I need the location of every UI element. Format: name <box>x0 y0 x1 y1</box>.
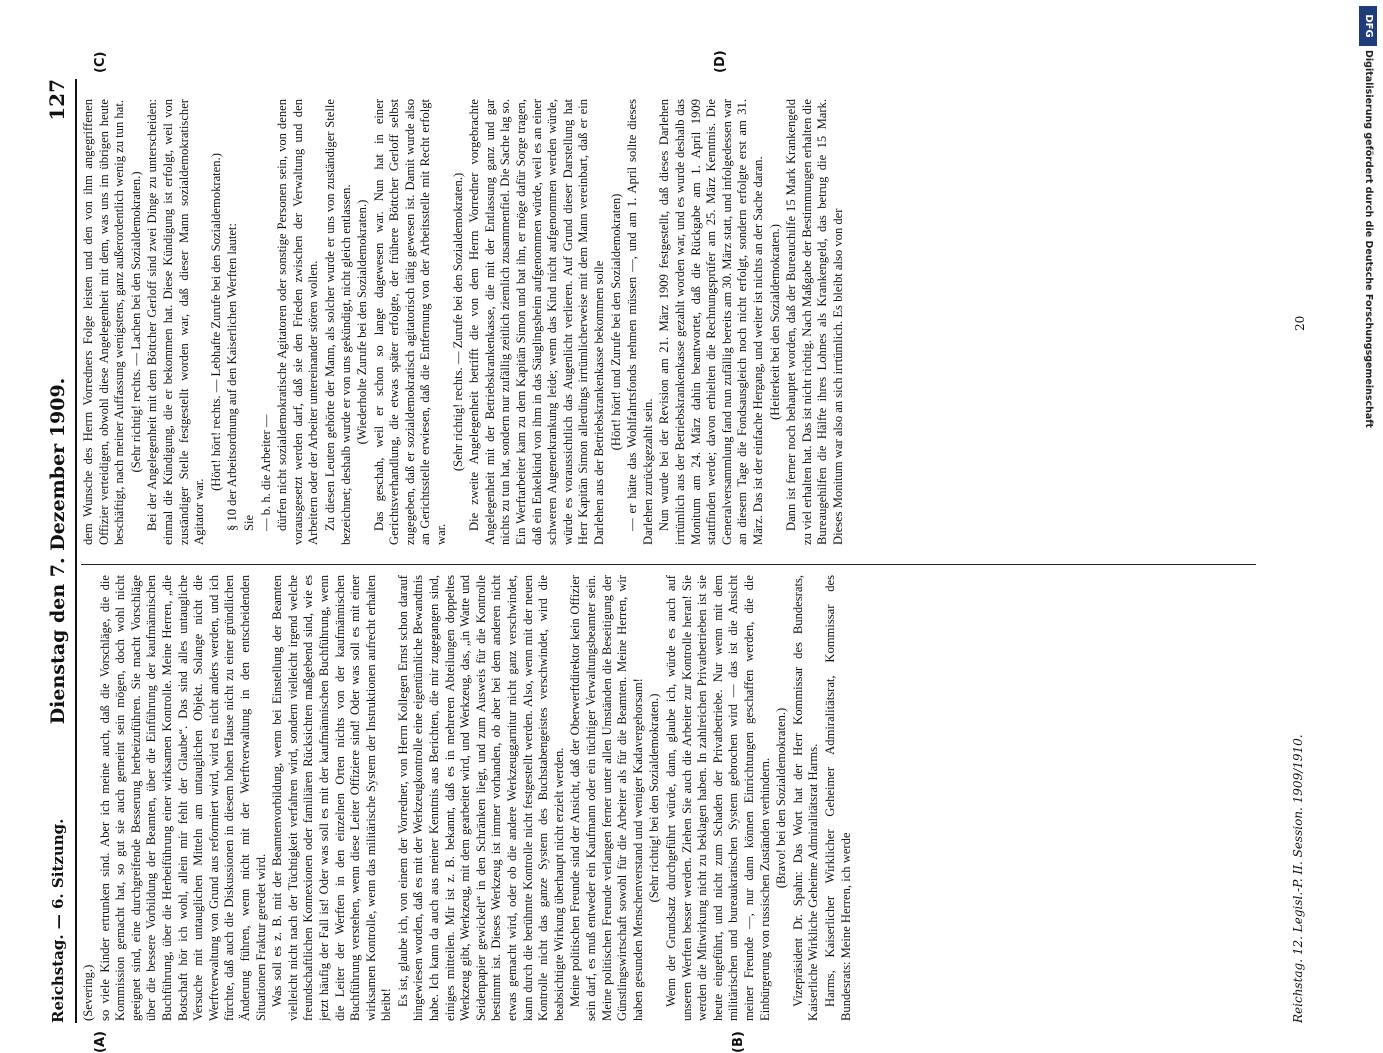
dfg-sidebar <box>1357 6 1377 994</box>
paragraph: (Hört! hört! rechts. — Lebhafte Zurufe bei den Sozialdemokraten.) <box>208 153 223 491</box>
paragraph: (Wiederholte Zurufe bei den Sozialdemokraten.) <box>355 199 370 445</box>
paragraph: Nun wurde bei der Revision am 21. März 1909 festgestellt, daß dieses Darlehen irrtümlich aus der Betriebskrankenkasse gezahlt worden war, und es wurde deshalb das Monitum am 24. März dahin beantwortet, daß die Rückgabe am 1. April 1909 stattfinden werde; davon erhielten die Rechnungsprüfer am 25. März Kenntnis. Die Generalversammlung fand nun zufällig bereits am 30. März statt, und infolgedessen war an diesem Tage die Fondsausgleich noch nicht erfolgt, sondern erfolgte erst am 31. März. Das ist der einfache Hergang, und weiter ist nichts an der Sache daran. <box>657 99 765 545</box>
paragraph: (Hört! hört! und Zurufe bei den Sozialdemokraten) <box>608 193 623 451</box>
paragraph: Vizepräsident Dr. Spahn: Das Wort hat der Herr Kommissar des Bundesrats, Kaiserliche Wirkliche Geheime Admiralitätsrat Harms. <box>790 575 821 1021</box>
running-head-left: Reichstag. — 6. Sitzung. <box>49 818 67 1023</box>
paragraph: § 10 der Arbeitsordnung auf den Kaiserlichen Werften lautet: <box>225 223 240 531</box>
page-footer: Reichstag. 12. Legisl.-P. II. Session. 1909/1910. <box>1291 734 1305 1023</box>
paragraph: (Severing.) <box>81 964 95 1021</box>
paragraph: Meine politischen Freunde sind der Ansicht, daß der Oberwerftdirektor kein Offizier sein darf, es muß entweder ein Kaufmann oder ein tüchtiger Verwaltungsbeamter sein. Meine politischen Freunde verlangen ferner unter allen Umständen die Beseitigung der Günstlingswirtschaft sowohl für die Arbeiter als für die Beamten. Meine Herren, wir haben gesunden Menschenverstand und weniger Kadavergehorsam! <box>568 575 645 1021</box>
paragraph: Was soll es z. B. mit der Beamtenvorbildung, wenn bei Einstellung der Beamten vielleicht nicht nach der Tüchtigkeit verfahren wird, sondern vielleicht irgend welche freundschaftlichen Konnexionen oder familiären Rücksichten maßgebend sind, wie es jetzt häufig der Fall ist! Oder was soll es mit der kaufmännischen Buchführung, wenn die Leiter der Werften in den einzelnen Orten nichts von der kaufmännischen Buchführung verstehen, wenn diese Leiter Offiziere sind! Oder was soll es mit einer wirksamen Kontrolle, wenn das militärische System der Instruktionen aufrecht erhalten bleibt! <box>270 575 394 1021</box>
paragraph: dürfen nicht sozialdemokratische Agitatoren oder sonstige Personen sein, von denen vorausgesetzt werden darf, daß sie den Frieden zwischen der Verwaltung und den Arbeitern oder der Arbeiter untereinander stören wollen. <box>275 99 321 545</box>
column-divider <box>81 564 1256 565</box>
sheet-number: 20 <box>1293 315 1307 331</box>
paragraph: — er hätte das Wohlfahrtsfonds nehmen müssen —, und am 1. April sollte dieses Darlehen zurückgezahlt sein. <box>625 99 655 545</box>
paragraph: Es ist, glaube ich, von einem der Vorredner, von Herrn Kollegen Ernst schon darauf hingewiesen worden, daß es mit der Werkzeugkontrolle eine eigentümliche Bewandtnis habe. Ich kann da auch aus meiner Kenntnis aus Berichten, die mir zugegangen sind, einiges mitteilen. Mir ist z. B. bekannt, daß es in mehreren Abteilungen doppeltes Werkzeug gibt, Werkzeug, mit dem gearbeitet wird, und Werkzeug, das, „in Watte und Seidenpapier gewickelt“ in den Schränken liegt, und zum Ausweis für die Kontrolle bestimmt ist. Dieses Werkzeug ist immer vorhanden, ob aber bei dem anderen nicht etwas gemacht wird, oder ob die andere Werkzeuggarnitur nicht ganz verschwindet, kann durch die berühmte Kontrolle nicht festgestellt werden. Also, wenn mit der neuen Kontrolle nicht das ganze System des Buchstabengeistes verschwindet, wird die beabsichtigte Wirkung überhaupt nicht erzielt werden. <box>395 575 566 1021</box>
margin-marker-c: (C) <box>93 51 108 73</box>
page-number: 127 <box>45 79 69 121</box>
paragraph: (Sehr richtig! rechts. — Lachen bei den Sozialdemokraten.) <box>128 171 143 473</box>
paragraph: so viele Kinder ertrunken sind. Aber ich meine auch, daß die Vorschläge, die die Kommission gemacht hat, so gut sie auch gemeint sein mögen, doch wohl nicht geeignet sind, eine durchgreifende Besserung herbeizuführen. Sie macht Vorschläge über die bessere Vorbildung der Beamten, über die Einführung der kaufmännischen Buchführung, über die Herbeiführung einer wirksamen Kontrolle. Meine Herren, „die Botschaft hör ich wohl, allein mir fehlt der Glaube“. Das sind alles untaugliche Versuche mit untauglichen Mitteln am untauglichen Objekt. Solange nicht die Werftverwaltung von Grund aus reformiert wird, wird es nicht anders werden, und ich fürchte, daß auch die Diskussionen in diesem hohen Hause nicht zu einer gründlichen Änderung führen, wenn nicht mit der Werftverwaltung in den entscheidenden Situationen Fraktur geredet wird. <box>97 575 268 1021</box>
paragraph: Zu diesen Leuten gehörte der Mann, als solcher wurde er uns von zuständiger Stelle bezeichnet; deshalb wurde er von uns gekündigt, nicht gleich entlassen. <box>322 99 353 545</box>
paragraph: (Sehr richtig! rechts. — Zurufe bei den Sozialdemokraten.) <box>450 172 465 472</box>
rotated-document-page <box>31 50 1353 1053</box>
margin-marker-a: (A) <box>93 1031 108 1053</box>
dfg-logo: DFG <box>1359 6 1377 46</box>
paragraph: Dann ist ferner noch behauptet worden, daß der Bureauchilfe 15 Mark Krankengeld zu viel erhalten hat. Das ist nicht richtig. Nach Maßgabe der Bestimmungen erhalten die Bureaugehilfen die Hälfte ihres Lohnes als Krankengeld, das betrug die 15 Mark. Dieses Monitum war also an sich irrtümlich. Es bleibt also von der <box>784 99 845 545</box>
paragraph: — b. h. die Arbeiter — <box>258 414 273 531</box>
paragraph: Harms, Kaiserlicher Wirklicher Geheimer Admiralitätsrat, Kommissar des Bundesrats: Meine Herren, ich werde <box>822 575 853 1021</box>
page-header <box>43 79 73 1023</box>
running-head-date: Dienstag den 7. Dezember 1909. <box>47 377 69 725</box>
paragraph: dem Wunsche des Herrn Vorredners Folge leisten und den von ihm angegriffenen Offizier verteidigen, obwohl diese Angelegenheit mit dem, was uns im übrigen heute beschäftigt, nach meiner Auffassung wenigstens, ganz außerordentlich wenig zu tun hat. <box>81 99 127 545</box>
header-rule <box>75 79 77 1023</box>
paragraph: (Sehr richtig! bei den Sozialdemokraten.) <box>647 693 662 903</box>
margin-marker-b: (B) <box>731 1031 746 1053</box>
paragraph: Wenn der Grundsatz durchgeführt würde, dann, glaube ich, würde es auch auf unseren Werften besser werden. Ziehen Sie auch die Arbeiter zur Kontrolle heran! Sie werden die Mitwirkung nicht zu beklagen haben. In zahlreichen Privatbetrieben ist sie heute eingeführt, und nicht zum Schaden der Privatbetriebe. Nur wenn mit dem militärischen und bureaukratischen System gebrochen wird — das ist die Ansicht meiner Freunde —, nur dann können Einrichtungen geschaffen werden, die die Einbürgerung von russischen Zuständen verhindern. <box>663 575 772 1021</box>
paragraph: Sie <box>241 514 256 531</box>
paragraph: Die zweite Angelegenheit betrifft die von dem Herrn Vorredner vorgebrachte Angelegenheit mit der Betriebskrankenkasse, die mit der Entlassung ganz und gar nichts zu tun hat, sondern nur zufällig zeitlich ziemlich zusammenfiel. Die Sache lag so. Ein Werftarbeiter kam zu dem Kapitän Simon und bat ihn, er möge dafür Sorge tragen, daß ein Enkelkind von ihm in das Säuglingsheim aufgenommen würde, weil es an einer schweren Augenerkrankung leide; wenn das Kind nicht aufgenommen werden würde, würde es voraussichtlich das Augenlicht verlieren. Auf Grund dieser Darstellung hat Herr Kapitän Simon allerdings irrtümlicherweise mit dem Mann vereinbart, daß er ein Darlehen aus der Betriebskrankenkasse bekommen solle <box>467 99 606 545</box>
margin-marker-d: (D) <box>713 50 728 73</box>
paragraph: Das geschah, weil er schon so lange dagewesen war. Nun hat in einer Gerichtsverhandlung, die etwas später erfolgte, der frühere Böttcher Gerloff selbst zugegeben, daß er sozialdemokratisch agitatorisch tätig gewesen ist. Damit wurde also an Gerichtsstelle erwiesen, daß die Entfernung von der Arbeitsstelle mit Recht erfolgt war. <box>371 99 449 545</box>
paragraph: (Heiterkeit bei den Sozialdemokraten.) <box>767 224 782 420</box>
right-text-column <box>81 99 1281 545</box>
paragraph: Bei der Angelegenheit mit dem Böttcher Gerloff sind zwei Dinge zu unterscheiden: einmal die Kündigung, die er bekommen hat. Diese Kündigung ist erfolgt, weil von zuständiger Stelle festgestellt worden war, daß dieser Mann sozialdemokratischer Agitator war. <box>145 99 207 545</box>
paragraph: (Bravo! bei den Sozialdemokraten.) <box>774 707 789 889</box>
left-text-column <box>81 575 1281 1021</box>
dfg-credit-text: Digitalisierung gefördert durch die Deutsche Forschungsgemeinschaft <box>1363 50 1374 428</box>
